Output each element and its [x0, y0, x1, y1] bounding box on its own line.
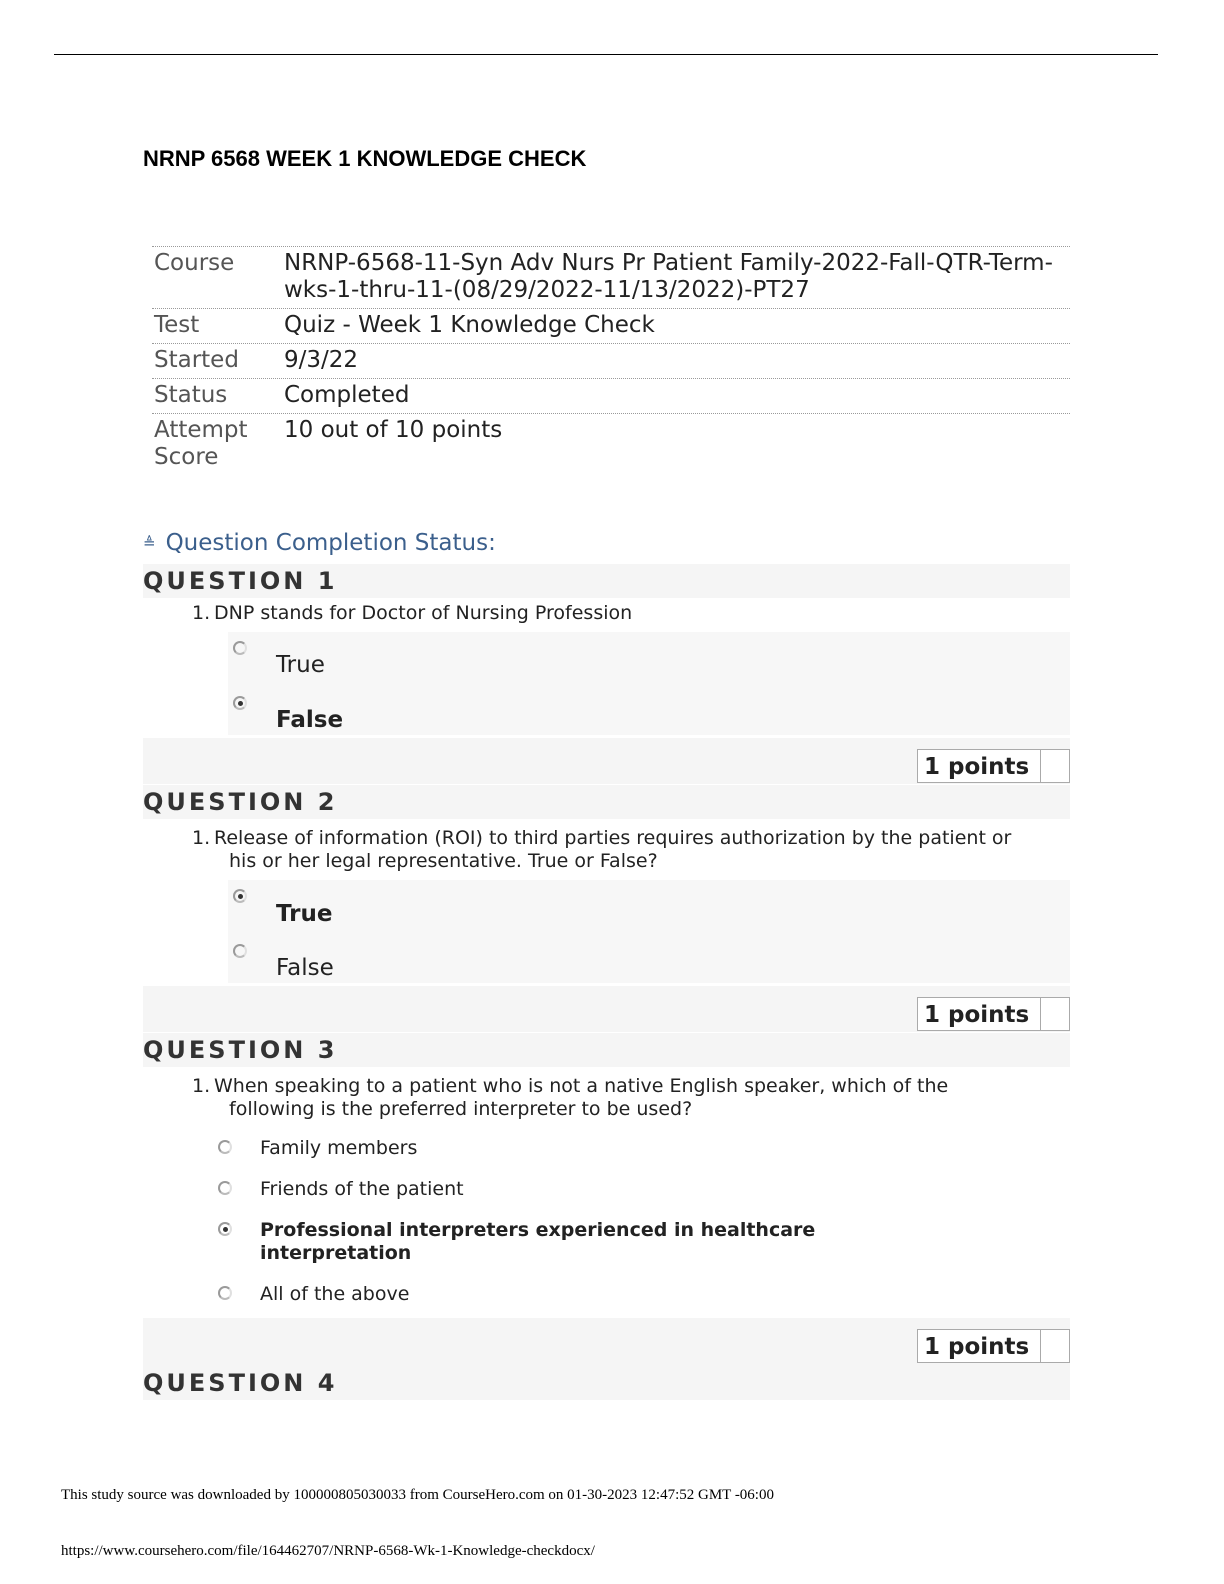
points-cell — [1041, 997, 1070, 1031]
meta-label: Course — [154, 250, 235, 276]
question-text: Release of information (ROI) to third parties requires authorization by the patient or — [214, 827, 1012, 849]
question-2-text — [192, 827, 1062, 873]
question-text: When speaking to a patient who is not a native English speaker, which of the — [214, 1075, 949, 1097]
radio-q3-family-members[interactable] — [218, 1140, 232, 1154]
answer-q3-professional-interpreters: Professional interpreters experienced in healthcare interpretation — [260, 1219, 816, 1264]
meta-value: Quiz - Week 1 Knowledge Check — [284, 312, 655, 338]
question-2-heading: QUESTION 2 — [143, 785, 1070, 819]
answer-q1-false: False — [276, 707, 344, 733]
points-cell — [1041, 1329, 1070, 1363]
question-number: 1. — [192, 602, 211, 624]
radio-q1-true[interactable] — [233, 641, 247, 655]
answer-q3-friends: Friends of the patient — [260, 1178, 464, 1200]
attempt-details-table — [152, 246, 1070, 475]
chevron-down-icon: ≜ — [143, 534, 156, 552]
meta-label: Started — [154, 347, 239, 373]
question-1-answers — [228, 632, 1070, 735]
question-3-heading: QUESTION 3 — [143, 1033, 1070, 1067]
question-3-text — [192, 1075, 1062, 1121]
meta-row-attempt-score — [152, 413, 1070, 475]
meta-row-test — [152, 308, 1070, 343]
question-number: 1. — [192, 1075, 211, 1097]
radio-q2-false[interactable] — [233, 944, 247, 958]
question-completion-status-toggle[interactable] — [143, 530, 496, 556]
points-badge: 1 points — [917, 997, 1041, 1031]
answer-q3-family-members: Family members — [260, 1137, 418, 1159]
source-url[interactable]: https://www.coursehero.com/file/164462707/NRNP-6568-Wk-1-Knowledge-checkdocx/ — [61, 1543, 595, 1559]
points-badge: 1 points — [917, 1329, 1041, 1363]
meta-row-status — [152, 378, 1070, 413]
question-4-heading: QUESTION 4 — [143, 1366, 1070, 1400]
radio-q2-true[interactable] — [233, 889, 247, 903]
question-completion-status-label: Question Completion Status: — [165, 530, 496, 556]
meta-value: 9/3/22 — [284, 347, 359, 373]
question-1-heading: QUESTION 1 — [143, 564, 1070, 598]
question-text: DNP stands for Doctor of Nursing Profession — [214, 602, 633, 624]
page-title: NRNP 6568 WEEK 1 KNOWLEDGE CHECK — [143, 146, 587, 171]
meta-row-started — [152, 343, 1070, 378]
points-cell — [1041, 749, 1070, 783]
answer-q2-false: False — [276, 955, 334, 981]
question-text-continued: his or her legal representative. True or False? — [229, 850, 658, 872]
meta-row-course — [152, 246, 1070, 308]
answer-q2-true: True — [276, 901, 333, 927]
radio-q3-all-of-the-above[interactable] — [218, 1286, 232, 1300]
radio-q3-professional-interpreters[interactable] — [218, 1222, 232, 1236]
meta-value: NRNP-6568-11-Syn Adv Nurs Pr Patient Family-2022-Fall-QTR-Term-wks-1-thru-11-(08/29/2022-11/13/2022)-PT27 — [284, 250, 1053, 303]
answer-q1-true: True — [276, 652, 325, 678]
points-badge: 1 points — [917, 749, 1041, 783]
meta-value: Completed — [284, 382, 410, 408]
question-number: 1. — [192, 827, 211, 849]
top-rule — [54, 54, 1158, 55]
meta-label: Status — [154, 382, 228, 408]
question-1-text — [192, 602, 1062, 625]
meta-value: 10 out of 10 points — [284, 417, 503, 443]
radio-q1-false[interactable] — [233, 696, 247, 710]
question-text-continued: following is the preferred interpreter to be used? — [229, 1098, 693, 1120]
meta-label: Test — [154, 312, 200, 338]
answer-q3-all-of-the-above: All of the above — [260, 1283, 410, 1305]
download-note: This study source was downloaded by 100000805030033 from CourseHero.com on 01-30-2023 12:47:52 GMT -06:00 — [61, 1487, 774, 1503]
radio-q3-friends[interactable] — [218, 1181, 232, 1195]
question-2-answers — [228, 880, 1070, 983]
meta-label: Attempt Score — [154, 417, 248, 470]
